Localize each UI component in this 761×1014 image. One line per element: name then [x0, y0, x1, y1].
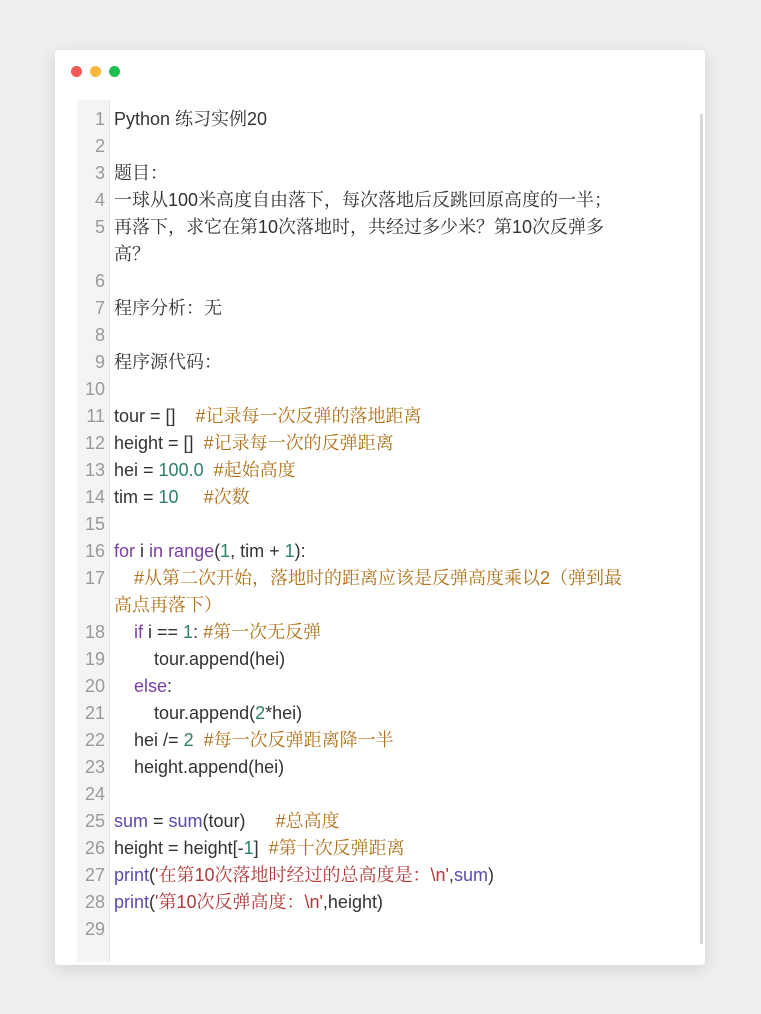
- plain-token: tour.append(hei): [114, 649, 286, 669]
- code-line: [77, 646, 677, 673]
- comment-token: #第一次无反弹: [203, 622, 322, 642]
- builtin-token: sum: [114, 811, 149, 831]
- plain-token: 程序源代码：: [114, 352, 222, 372]
- code-window: [55, 50, 705, 965]
- line-code: [114, 646, 677, 673]
- comment-token: #记录每一次反弹的落地距离: [195, 406, 422, 426]
- code-line: [77, 754, 677, 781]
- plain-token: tour = []: [114, 406, 196, 426]
- code-line: [77, 349, 677, 376]
- window-maximize-button[interactable]: [109, 66, 120, 77]
- comment-token: #总高度: [275, 811, 340, 831]
- line-code: [114, 862, 677, 889]
- line-number: 9: [94, 352, 105, 372]
- line-code: [114, 376, 677, 403]
- code-line: [77, 322, 677, 349]
- plain-token: [114, 622, 134, 642]
- keyword-token: if: [134, 622, 144, 642]
- plain-token: i ==: [143, 622, 184, 642]
- plain-token: ): [487, 865, 494, 885]
- string-token: '在第10次落地时经过的总高度是：\n': [155, 865, 449, 885]
- window-close-button[interactable]: [71, 66, 82, 77]
- line-code: [114, 484, 677, 511]
- code-line: [77, 565, 677, 619]
- line-code: [114, 187, 677, 214]
- code-line: [77, 619, 677, 646]
- line-code: [114, 700, 677, 727]
- plain-token: height = height[-: [114, 838, 244, 858]
- line-number: 21: [84, 703, 105, 723]
- code-line: [77, 295, 677, 322]
- line-code: [114, 133, 677, 160]
- line-code: [114, 835, 677, 862]
- comment-token: 高点再落下）: [114, 595, 222, 615]
- code-line: [77, 160, 677, 187]
- line-number: 2: [94, 136, 105, 156]
- line-number: 23: [84, 757, 105, 777]
- line-number: 20: [84, 676, 105, 696]
- line-code: [114, 511, 677, 538]
- code-line: [77, 889, 677, 916]
- plain-token: ]: [253, 838, 269, 858]
- number-token: 2: [183, 730, 194, 750]
- plain-token: tour.append(: [114, 703, 256, 723]
- comment-token: #第十次反弹距离: [268, 838, 405, 858]
- plain-token: (: [214, 541, 221, 561]
- code-line: [77, 187, 677, 214]
- code-line: [77, 727, 677, 754]
- plain-token: =: [148, 811, 169, 831]
- plain-token: 高？: [114, 244, 150, 264]
- keyword-token: else: [134, 676, 168, 696]
- line-number: 5: [94, 217, 105, 237]
- line-code: [114, 268, 677, 295]
- plain-token: 一球从100米高度自由落下，每次落地后反跳回原高度的一半；: [114, 190, 613, 210]
- builtin-token: print: [114, 865, 150, 885]
- plain-token: hei /=: [114, 730, 184, 750]
- line-number: 15: [84, 514, 105, 534]
- code-line: [77, 457, 677, 484]
- line-number: 22: [84, 730, 105, 750]
- line-code: [114, 403, 677, 430]
- plain-token: (: [149, 865, 156, 885]
- code-line: [77, 484, 677, 511]
- plain-token: 再落下，求它在第10次落地时，共经过多少米？第10次反弹多: [114, 217, 605, 237]
- line-code: [114, 808, 677, 835]
- plain-token: [114, 676, 134, 696]
- line-number: 27: [84, 865, 105, 885]
- line-code: [114, 457, 677, 484]
- keyword-token: range: [168, 541, 215, 561]
- line-number: 7: [94, 298, 105, 318]
- comment-token: #每一次反弹距离降一半: [203, 730, 394, 750]
- plain-token: [194, 730, 204, 750]
- line-number: 1: [94, 109, 105, 129]
- code-line: [77, 214, 677, 268]
- string-token: '第10次反弹高度：\n': [155, 892, 323, 912]
- line-number: 28: [84, 892, 105, 912]
- code-line: [77, 511, 677, 538]
- line-code: [114, 565, 677, 619]
- line-number: 17: [84, 568, 105, 588]
- plain-token: height.append(hei): [114, 757, 285, 777]
- line-code: [114, 214, 677, 268]
- code-line: [77, 673, 677, 700]
- line-number: 24: [84, 784, 105, 804]
- line-code: [114, 727, 677, 754]
- code-line: [77, 403, 677, 430]
- keyword-token: in: [149, 541, 164, 561]
- code-line: [77, 700, 677, 727]
- plain-token: (tour): [202, 811, 276, 831]
- line-code: [114, 916, 677, 943]
- code-line: [77, 916, 677, 943]
- line-code: [114, 106, 677, 133]
- line-code: [114, 619, 677, 646]
- line-code: [114, 160, 677, 187]
- line-number: 12: [84, 433, 105, 453]
- window-controls: [71, 66, 120, 77]
- plain-token: Python 练习实例20: [114, 109, 268, 129]
- line-number: 10: [84, 379, 105, 399]
- code-line: [77, 808, 677, 835]
- comment-token: #从第二次开始，落地时的距离应该是反弹高度乘以2（弹到最: [134, 568, 623, 588]
- plain-token: [179, 487, 204, 507]
- comment-token: #次数: [203, 487, 250, 507]
- line-code: [114, 322, 677, 349]
- line-code: [114, 754, 677, 781]
- line-number: 8: [94, 325, 105, 345]
- line-code: [114, 430, 677, 457]
- window-minimize-button[interactable]: [90, 66, 101, 77]
- plain-token: height = []: [114, 433, 204, 453]
- plain-token: tim =: [114, 487, 159, 507]
- plain-token: [204, 460, 214, 480]
- line-code: [114, 673, 677, 700]
- comment-token: #起始高度: [213, 460, 296, 480]
- plain-token: ,: [448, 865, 454, 885]
- number-token: 1: [284, 541, 295, 561]
- plain-token: :: [167, 676, 173, 696]
- line-code: [114, 538, 677, 565]
- number-token: 2: [255, 703, 266, 723]
- number-token: 10: [158, 487, 179, 507]
- plain-token: 题目：: [114, 163, 168, 183]
- code-line: [77, 106, 677, 133]
- plain-token: 程序分析：无: [114, 298, 222, 318]
- plain-token: i: [135, 541, 150, 561]
- line-code: [114, 295, 677, 322]
- line-number: 18: [84, 622, 105, 642]
- builtin-token: sum: [168, 811, 203, 831]
- line-number: 25: [84, 811, 105, 831]
- line-number: 14: [84, 487, 105, 507]
- line-code: [114, 349, 677, 376]
- plain-token: ,height): [322, 892, 383, 912]
- line-number: 16: [84, 541, 105, 561]
- plain-token: , tim +: [230, 541, 285, 561]
- code-line: [77, 430, 677, 457]
- line-number: 26: [84, 838, 105, 858]
- code-line: [77, 835, 677, 862]
- line-number: 3: [94, 163, 105, 183]
- code-line: [77, 133, 677, 160]
- number-token: 1: [220, 541, 231, 561]
- code-line: [77, 376, 677, 403]
- plain-token: :: [193, 622, 204, 642]
- line-number: 29: [84, 919, 105, 939]
- keyword-token: for: [114, 541, 136, 561]
- code-line: [77, 538, 677, 565]
- plain-token: ):: [294, 541, 306, 561]
- code-editor[interactable]: [77, 100, 703, 962]
- vertical-scrollbar[interactable]: [700, 114, 703, 944]
- comment-token: #记录每一次的反弹距离: [203, 433, 394, 453]
- line-number: 11: [86, 406, 105, 426]
- plain-token: [114, 568, 134, 588]
- plain-token: (: [149, 892, 156, 912]
- number-token: 1: [183, 622, 194, 642]
- line-number: 4: [94, 190, 105, 210]
- plain-token: hei =: [114, 460, 159, 480]
- line-code: [114, 889, 677, 916]
- code-line: [77, 781, 677, 808]
- builtin-token: print: [114, 892, 150, 912]
- code-line: [77, 862, 677, 889]
- number-token: 100.0: [158, 460, 204, 480]
- line-number: 6: [94, 271, 105, 291]
- number-token: 1: [243, 838, 254, 858]
- line-code: [114, 781, 677, 808]
- plain-token: *hei): [265, 703, 303, 723]
- line-number: 13: [84, 460, 105, 480]
- line-number: 19: [84, 649, 105, 669]
- code-line: [77, 268, 677, 295]
- builtin-token: sum: [453, 865, 488, 885]
- code-lines: [77, 106, 677, 943]
